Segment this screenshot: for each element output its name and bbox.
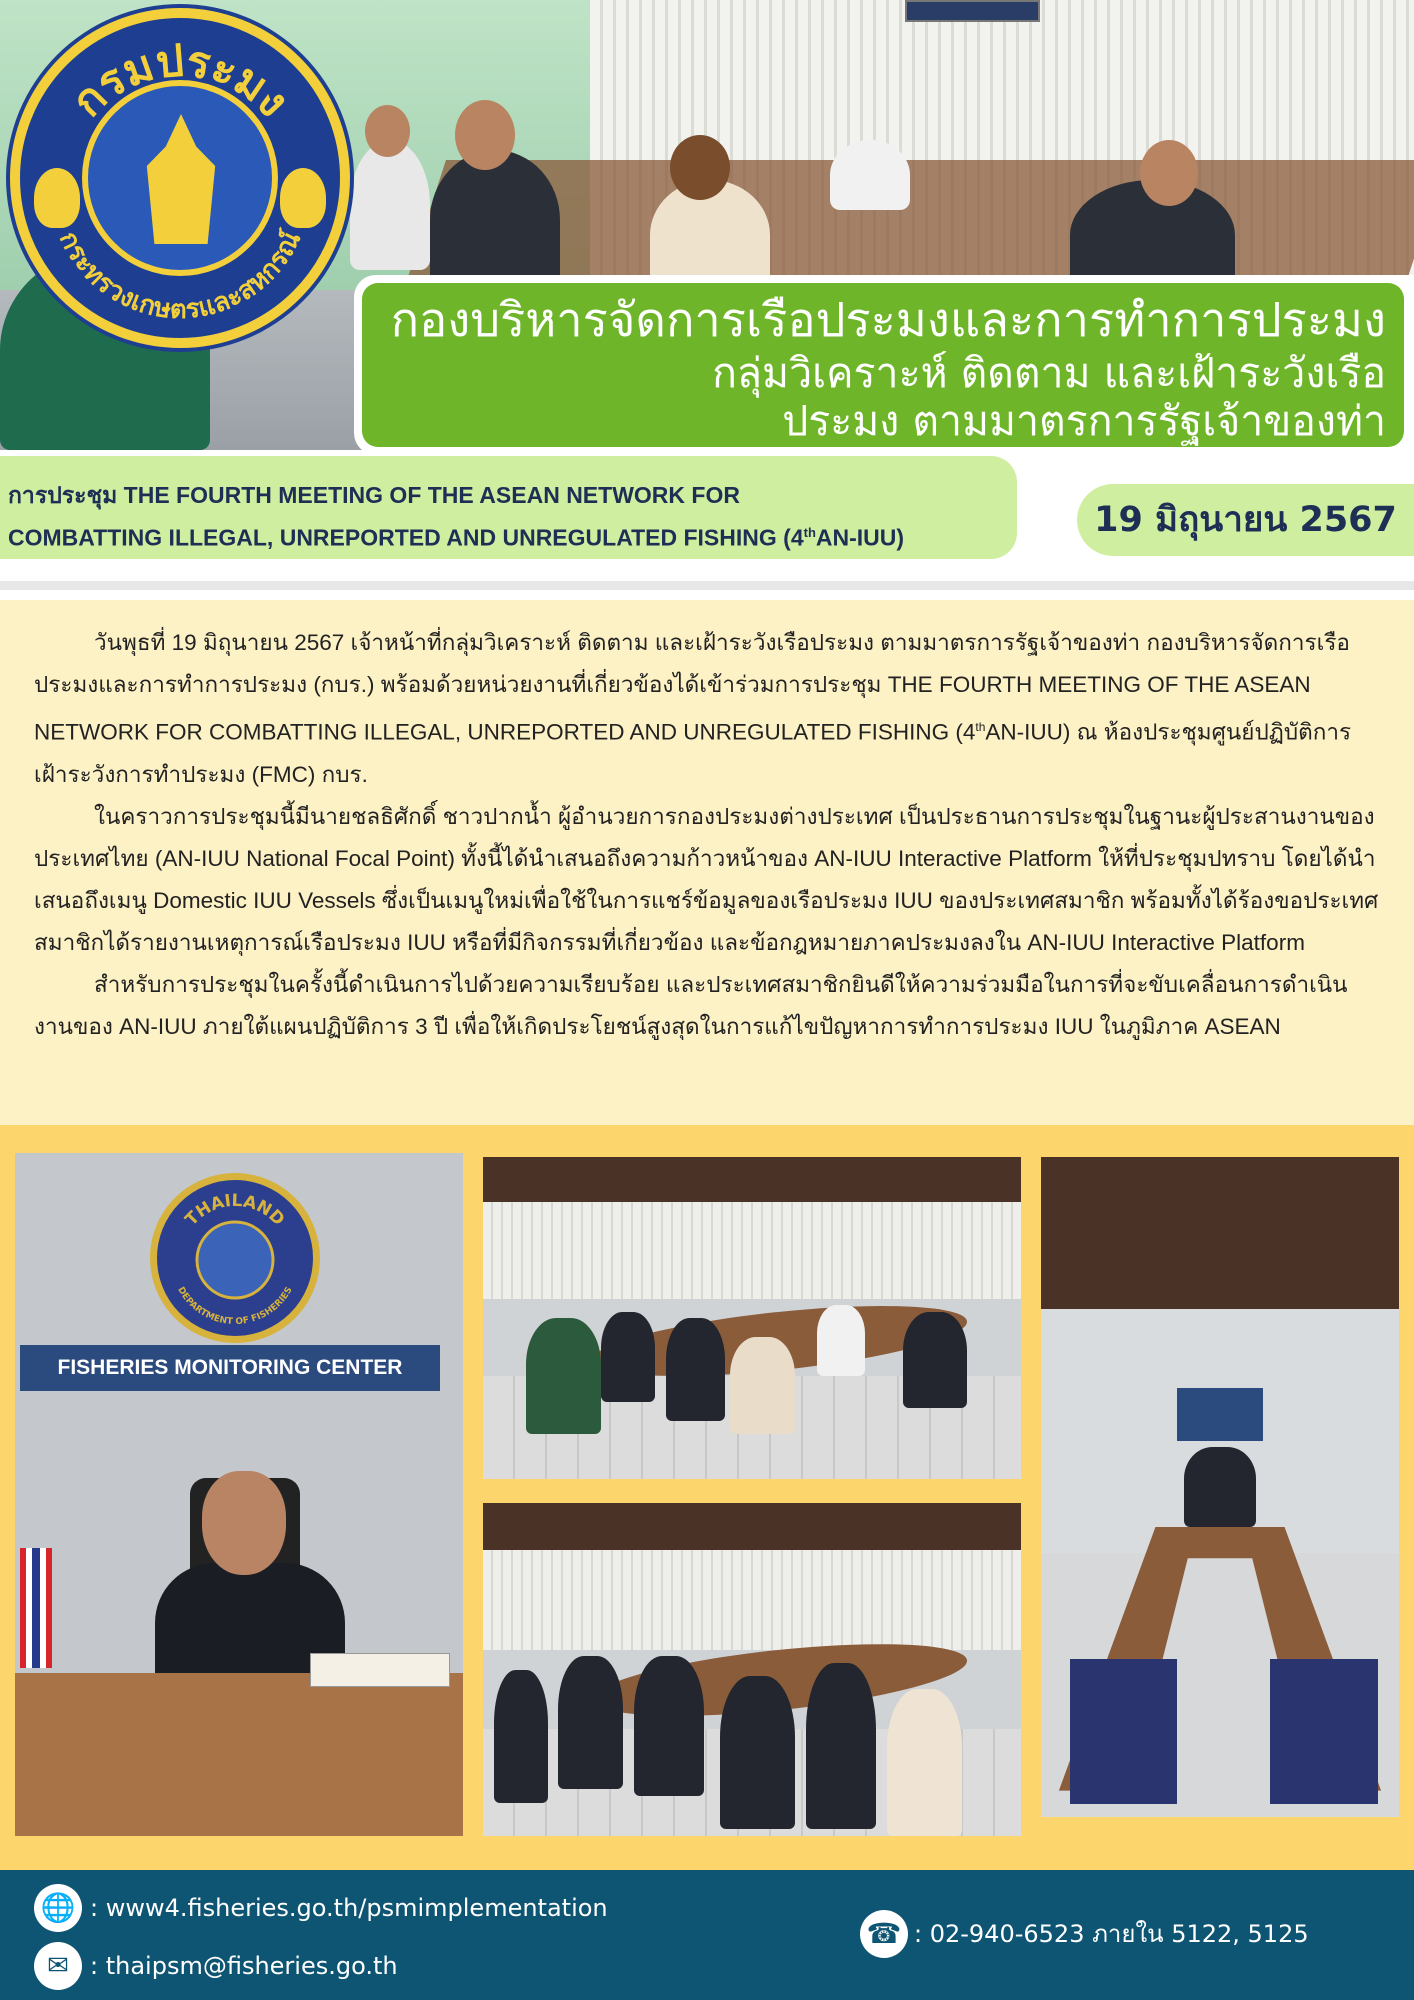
thailand-fisheries-emblem xyxy=(150,1173,320,1343)
svg-text:กระทรวงเกษตรและสหกรณ์ xyxy=(53,226,307,325)
phone-number: : 02-940-6523 ภายใน 5122, 5125 xyxy=(914,1920,1309,1948)
attendee xyxy=(720,1676,795,1829)
ceiling-wood xyxy=(483,1157,1021,1202)
attendee xyxy=(817,1305,865,1376)
monitor-screen xyxy=(1070,1659,1177,1804)
department-title-panel xyxy=(362,283,1404,447)
title-line-1: กองบริหารจัดการเรือประมงและการทำการประมง xyxy=(390,293,1386,348)
name-plate xyxy=(310,1653,450,1687)
globe-icon: 🌐 xyxy=(34,1884,82,1932)
ceiling-wood xyxy=(483,1503,1021,1550)
attendee xyxy=(558,1656,623,1789)
subject-line-2 xyxy=(8,514,1017,557)
attendee xyxy=(601,1312,655,1402)
desk xyxy=(15,1673,463,1836)
hero-attendee-head xyxy=(1140,140,1198,206)
paragraph-1-end: AN-IUU) ณ ห้องประชุมศูนย์ปฏิบัติการเฝ้าระวังการทำประมง (FMC) กบร. xyxy=(34,719,1352,787)
hero-attendee xyxy=(430,150,560,290)
svg-text:กรมประมง xyxy=(62,35,299,127)
title-line-2: กลุ่มวิเคราะห์ ติดตาม และเฝ้าระวังเรือ xyxy=(712,349,1386,397)
chairman-head xyxy=(202,1471,286,1575)
body-text xyxy=(34,622,1384,1048)
attendee xyxy=(887,1689,962,1836)
photo-meeting-room-2 xyxy=(483,1503,1021,1836)
emblem-text-bottom: DEPARTMENT OF FISHERIES xyxy=(175,1285,295,1328)
meeting-date: 19 มิถุนายน 2567 xyxy=(1077,484,1414,556)
attendee xyxy=(666,1318,725,1421)
phone-icon: ☎ xyxy=(860,1910,908,1958)
hero-attendee-head xyxy=(365,105,410,157)
hero-attendee xyxy=(350,140,430,270)
chairman xyxy=(1184,1447,1256,1526)
attendee xyxy=(903,1312,968,1409)
logo-text-bottom: กระทรวงเกษตรและสหกรณ์ xyxy=(52,226,308,326)
attendee xyxy=(526,1318,601,1434)
fmc-sign: FISHERIES MONITORING CENTER xyxy=(20,1345,440,1391)
mail-icon: ✉ xyxy=(34,1942,82,1990)
title-line-3: ประมง ตามมาตรการรัฐเจ้าของท่า xyxy=(782,397,1386,445)
hero-tv-screen xyxy=(905,0,1040,22)
subject-line-2-end: AN-IUU) xyxy=(815,524,905,551)
paragraph-1 xyxy=(34,622,1384,796)
attendee xyxy=(806,1663,876,1830)
body-panel xyxy=(0,600,1414,1125)
paragraph-2: ในคราวการประชุมนี้มีนายชลธิศักดิ์ ชาวปากน้ำ ผู้อำนวยการกองประมงต่างประเทศ เป็นประธานการประชุมในฐานะผู้ประสานงานของประเทศไทย (AN-IUU National Focal Point) ทั้งนี้ได้นำเสนอถึงความก้าวหน้าของ AN-IUU Interactive Platform ให้ที่ประชุมปทราบ โดยได้นำเสนอถึงเมนู Domestic IUU Vessels ซึ่งเป็นเมนูใหม่เพื่อใช้ในการแชร์ข้อมูลของเรือประมง IUU ของประเทศสมาชิก พร้อมทั้งได้ร้องขอประเทศสมาชิกได้รายงานเหตุการณ์เรือประมง IUU หรือที่มีกิจกรรมที่เกี่ยวข้อง และข้อกฎหมายภาคประมงลงใน AN-IUU Interactive Platform xyxy=(34,803,1379,955)
department-title-box xyxy=(354,275,1414,450)
photo-chairman xyxy=(15,1153,463,1836)
department-of-fisheries-logo xyxy=(10,8,350,348)
logo-ring-text xyxy=(20,18,340,338)
photo-meeting-room-3 xyxy=(1041,1157,1399,1817)
header-photo xyxy=(0,0,1414,450)
paragraph-3: สำหรับการประชุมในครั้งนี้ดำเนินการไปด้วยความเรียบร้อย และประเทศสมาชิกยินดีให้ความร่วมมือในการที่จะขับเคลื่อนการดำเนินงานของ AN-IUU ภายใต้แผนปฏิบัติการ 3 ปี เพื่อให้เกิดประโยชน์สูงสุดในการแก้ไขปัญหาการทำการประมง IUU ในภูมิภาค ASEAN xyxy=(34,971,1348,1039)
attendee xyxy=(494,1670,548,1803)
monitor-screen xyxy=(1270,1659,1377,1804)
hero-attendee-head xyxy=(670,135,730,200)
subject-line-1: การประชุม THE FOURTH MEETING OF THE ASEAN NETWORK FOR xyxy=(8,482,740,508)
meeting-subject-banner xyxy=(0,450,1025,565)
window-blinds xyxy=(483,1550,1021,1650)
contact-footer xyxy=(0,1870,1414,2000)
logo-text-top: กรมประมง xyxy=(61,35,299,127)
emblem-ring-text xyxy=(157,1180,313,1336)
thai-flag xyxy=(20,1548,52,1668)
paragraph-1-text: วันพุธที่ 19 มิถุนายน 2567 เจ้าหน้าที่กลุ่มวิเคราะห์ ติดตาม และเฝ้าระวังเรือประมง ตามมาตรการรัฐเจ้าของท่า กองบริหารจัดการเรือประมงและการทำการประมง (กบร.) พร้อมด้วยหน่วยงานที่เกี่ยวข้องได้เข้าร่วมการประชุม THE FOURTH MEETING OF THE ASEAN NETWORK FOR COMBATTING ILLEGAL, UNREPORTED AND UNREGULATED FISHING (4 xyxy=(34,630,1350,745)
window-blinds xyxy=(483,1202,1021,1299)
subject-ordinal: th xyxy=(803,525,816,540)
attendee xyxy=(730,1337,795,1434)
meeting-subject-text xyxy=(0,456,1017,559)
paragraph-1-ordinal: th xyxy=(975,720,986,734)
ceiling-wood xyxy=(1041,1157,1399,1309)
hero-attendee xyxy=(830,140,910,210)
email-link[interactable]: : thaipsm@fisheries.go.th xyxy=(90,1952,398,1980)
subject-line-2-text: COMBATTING ILLEGAL, UNREPORTED AND UNREGULATED FISHING (4 xyxy=(8,524,804,551)
emblem-text-top: THAILAND xyxy=(181,1190,289,1230)
fmc-sign-small xyxy=(1177,1388,1263,1441)
photo-collage xyxy=(0,1125,1414,1870)
photo-meeting-room-1 xyxy=(483,1157,1021,1479)
hero-attendee-head xyxy=(455,100,515,170)
section-divider xyxy=(0,581,1414,590)
website-link[interactable]: : www4.fisheries.go.th/psmimplementation xyxy=(90,1894,608,1922)
attendee xyxy=(634,1656,704,1796)
